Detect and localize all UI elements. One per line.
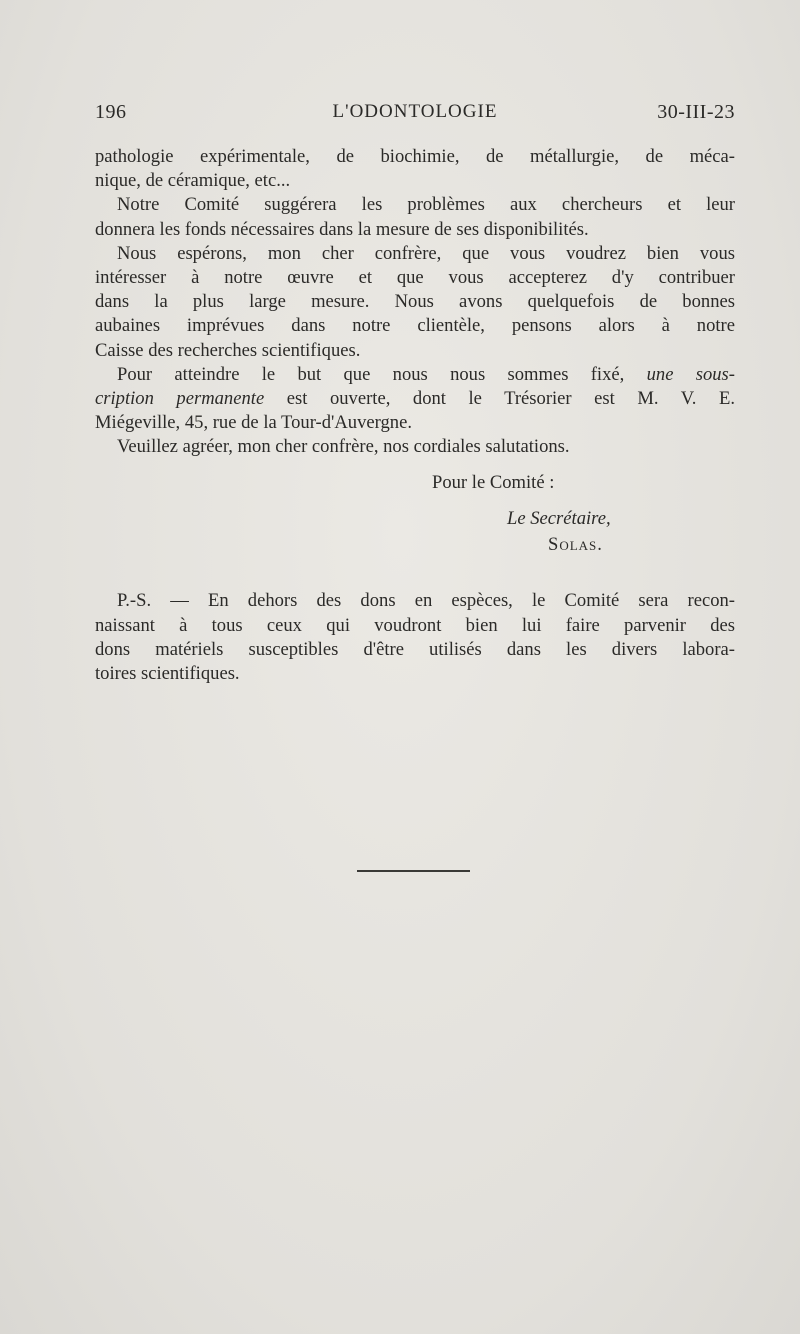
text-line: intéresser à notre œuvre et que vous accepterez d'y contribuer xyxy=(95,266,735,288)
text-line: pathologie expérimentale, de biochimie, de métallurgie, de méca- xyxy=(95,146,735,167)
postscript-line: naissant à tous ceux qui voudront bien lui faire parvenir des xyxy=(95,614,735,636)
italic-fragment: une sous- xyxy=(646,363,735,385)
text-line: Miégeville, 45, rue de la Tour-d'Auvergne. xyxy=(95,412,412,434)
end-rule xyxy=(357,870,470,872)
journal-title: L'ODONTOLOGIE xyxy=(332,101,498,122)
signature-committee: Pour le Comité : xyxy=(432,472,555,494)
running-header xyxy=(95,101,735,131)
text-line: nique, de céramique, etc... xyxy=(95,170,291,192)
text-line: Caisse des recherches scientifiques. xyxy=(95,339,361,361)
text-line: Notre Comité suggérera les problèmes aux chercheurs et leur xyxy=(117,194,735,216)
text-fragment: est ouverte, dont le Trésorier est M. V. E. xyxy=(264,387,735,409)
signature-role: Le Secrétaire, xyxy=(507,508,611,530)
postscript-line: toires scientifiques. xyxy=(95,663,240,684)
text-line xyxy=(95,387,735,411)
article-body xyxy=(95,145,735,686)
text-line: Nous espérons, mon cher confrère, que vous voudrez bien vous xyxy=(117,242,735,264)
text-line: dans la plus large mesure. Nous avons quelquefois de bonnes xyxy=(95,291,735,313)
postscript-line: P.-S. — En dehors des dons en espèces, le Comité sera recon- xyxy=(117,590,735,612)
text-line: Veuillez agréer, mon cher confrère, nos cordiales salutations. xyxy=(117,436,570,458)
postscript-line: dons matériels susceptibles d'être utilisés dans les divers labora- xyxy=(95,638,735,660)
issue-date: 30-III-23 xyxy=(657,101,735,123)
signature-name: Solas. xyxy=(548,534,603,556)
text-line: aubaines imprévues dans notre clientèle, pensons alors à notre xyxy=(95,315,735,337)
text-line: donnera les fonds nécessaires dans la mesure de ses disponibilités. xyxy=(95,218,589,240)
text-line xyxy=(95,363,735,387)
text-fragment: Pour atteindre le but que nous nous sommes fixé, xyxy=(117,363,647,385)
page-number: 196 xyxy=(95,101,127,123)
italic-fragment: cription permanente xyxy=(95,387,265,409)
spacer xyxy=(95,563,735,589)
